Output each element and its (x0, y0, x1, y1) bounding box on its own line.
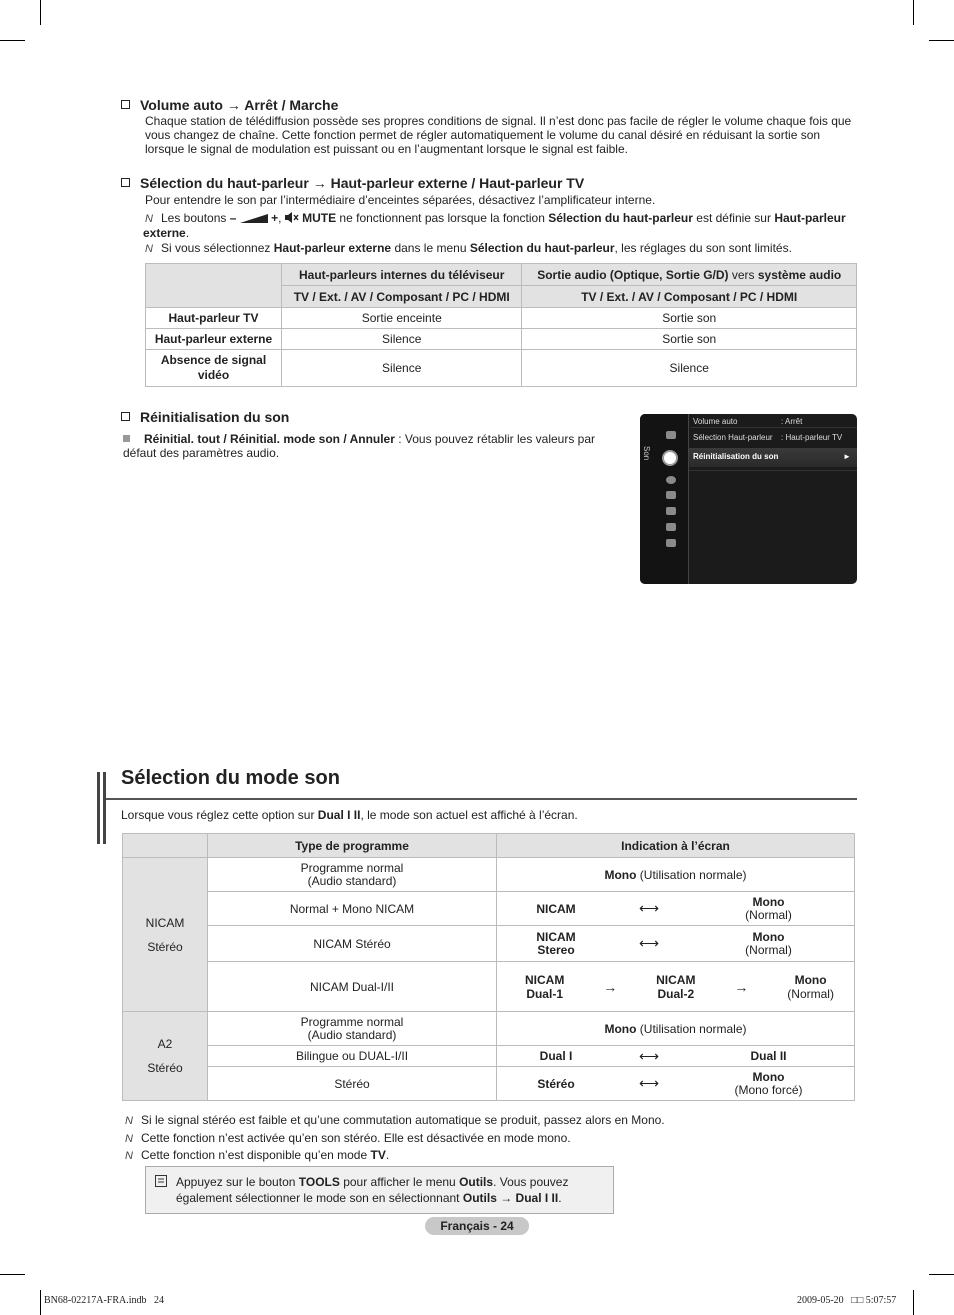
square-bullet-icon (123, 435, 130, 442)
table-row: Absence de signal vidéo Silence Silence (146, 350, 857, 387)
arrow-right-icon: → (734, 978, 749, 995)
table-header: Sortie audio (Optique, Sortie G/D) vers système audio (522, 264, 857, 286)
table-corner (146, 264, 282, 308)
table-row: Stéréo Stéréo ⟷ Mono (Mono forcé) (123, 1067, 855, 1101)
crop-mark (40, 0, 41, 25)
tv-menu-screenshot: Son Volume auto : Arrêt Sélection Haut-parleur : Haut-parleur TV Réinitialisation du son ► (640, 414, 857, 584)
speaker-note-1: N Les boutons – +, MUTE ne fonctionnent pas lorsque la fonction Sélection du haut-parleur est définie sur Haut-parleur externe. (143, 211, 846, 240)
table-row: NICAM Stéréo NICAM Stereo ⟷ Mono (Normal) (123, 926, 855, 962)
osd-side-label: Son (642, 446, 651, 461)
volume-auto-text: Chaque station de télédiffusion possède ses propres conditions de signal. Il n’est donc pas facile de régler le volume chaque fois que vous changez de chaîne. Cette fonction permet de régler automatiquement le volume du canal désiré en réduisant la sortie son lorsque le signal de modulation est puissant ou en l’augmentant lorsque le signal est faible. (145, 114, 852, 156)
picture-icon (666, 431, 676, 439)
note-icon: N (145, 243, 153, 255)
tools-tip-text: Appuyez sur le bouton TOOLS pour afficher le menu Outils. Vous pouvez également sélectionner le mode son en sélectionnant Outils → Dual I II. (176, 1175, 569, 1205)
sound-reset-heading: Réinitialisation du son (121, 409, 289, 425)
input-icon (666, 507, 676, 515)
speaker-select-text: Pour entendre le son par l’intermédiaire d’enceintes séparées, désactivez l’amplificateur interne. (145, 193, 656, 207)
title-rule (106, 798, 857, 800)
table-row: Normal + Mono NICAM NICAM ⟷ Mono (Normal) (123, 892, 855, 926)
arrow-both-icon: ⟷ (615, 1067, 683, 1101)
speaker-note-2: N Si vous sélectionnez Haut-parleur externe dans le menu Sélection du haut-parleur, les réglages du son sont limités. (143, 241, 857, 256)
sound-icon (662, 450, 678, 466)
file-name: BN68-02217A-FRA.indb 24 (44, 1295, 165, 1306)
header-bar (97, 772, 100, 844)
table-row: A2 Stéréo Programme normal (Audio standard) Mono (Utilisation normale) (123, 1012, 855, 1046)
osd-item-volume-auto: Volume auto (693, 417, 738, 426)
arrow-both-icon: ⟷ (615, 926, 683, 962)
table-subheader: TV / Ext. / AV / Composant / PC / HDMI (522, 286, 857, 308)
osd-sidebar (640, 414, 688, 584)
crop-mark (913, 0, 914, 25)
mute-icon (285, 212, 299, 223)
table-header: Type de programme (208, 834, 497, 858)
sound-mode-intro: Lorsque vous réglez cette option sur Dual I II, le mode son actuel est affiché à l’écran. (121, 808, 578, 822)
sound-mode-table (122, 833, 855, 1101)
support-icon (666, 539, 676, 547)
osd-item-speaker: Sélection Haut-parleur (693, 433, 773, 442)
setup-icon (666, 491, 676, 499)
group-a2: A2 Stéréo (123, 1012, 208, 1101)
table-row: Haut-parleur externe Silence Sortie son (146, 329, 857, 350)
checkbox-bullet-icon (121, 100, 130, 109)
mode-note-1: N Si le signal stéréo est faible et qu’une commutation automatique se produit, passez alors en Mono. (123, 1113, 857, 1128)
osd-item-sound-reset: Réinitialisation du son (693, 452, 779, 461)
mode-note-2: N Cette fonction n’est activée qu’en son stéréo. Elle est désactivée en mode mono. (123, 1131, 857, 1146)
table-header: Indication à l’écran (497, 834, 855, 858)
header-bar (103, 772, 106, 844)
arrow-right-icon: ► (843, 452, 851, 461)
crop-mark (913, 1290, 914, 1315)
volume-bar-icon (240, 214, 268, 223)
tools-tip-box (145, 1166, 614, 1214)
crop-mark (0, 1274, 25, 1275)
table-row: NICAM Stéréo Programme normal (Audio standard) Mono (Utilisation normale) (123, 858, 855, 892)
crop-mark (929, 40, 954, 41)
page-number: Français - 24 (425, 1217, 529, 1235)
speaker-table (145, 263, 857, 387)
group-nicam: NICAM Stéréo (123, 858, 208, 1012)
arrow-both-icon: ⟷ (615, 1046, 683, 1067)
mode-note-3: N Cette fonction n’est disponible qu’en mode TV. (123, 1148, 857, 1163)
note-icon: N (125, 1115, 133, 1127)
checkbox-bullet-icon (121, 178, 130, 187)
channel-icon (666, 476, 676, 484)
arrow-both-icon: ⟷ (615, 892, 683, 926)
note-icon: N (125, 1133, 133, 1145)
note-icon: N (125, 1150, 133, 1162)
note-icon: N (145, 213, 153, 225)
table-row: NICAM Dual-I/II NICAM Dual-1 → NICAM Dual-2 → Mono (Normal) (123, 962, 855, 1012)
checkbox-bullet-icon (121, 412, 130, 421)
crop-mark (0, 40, 25, 41)
table-row: Haut-parleur TV Sortie enceinte Sortie son (146, 308, 857, 329)
crop-mark (40, 1290, 41, 1315)
crop-mark (929, 1274, 954, 1275)
table-row: Bilingue ou DUAL-I/II Dual I ⟷ Dual II (123, 1046, 855, 1067)
tools-icon (155, 1175, 167, 1187)
print-date: 2009-05-20 □□ 5:07:57 (797, 1295, 897, 1306)
sound-reset-text: Réinitial. tout / Réinitial. mode son / Annuler : Vous pouvez rétablir les valeurs par défaut des paramètres audio. (123, 432, 596, 460)
table-subheader: TV / Ext. / AV / Composant / PC / HDMI (282, 286, 522, 308)
arrow-right-icon: → (603, 978, 618, 995)
page-title: Sélection du mode son (121, 767, 340, 789)
speaker-select-heading: Sélection du haut-parleur → Haut-parleur externe / Haut-parleur TV (121, 175, 584, 191)
table-header: Haut-parleurs internes du téléviseur (282, 264, 522, 286)
application-icon (666, 523, 676, 531)
volume-auto-heading: Volume auto → Arrêt / Marche (121, 97, 338, 113)
